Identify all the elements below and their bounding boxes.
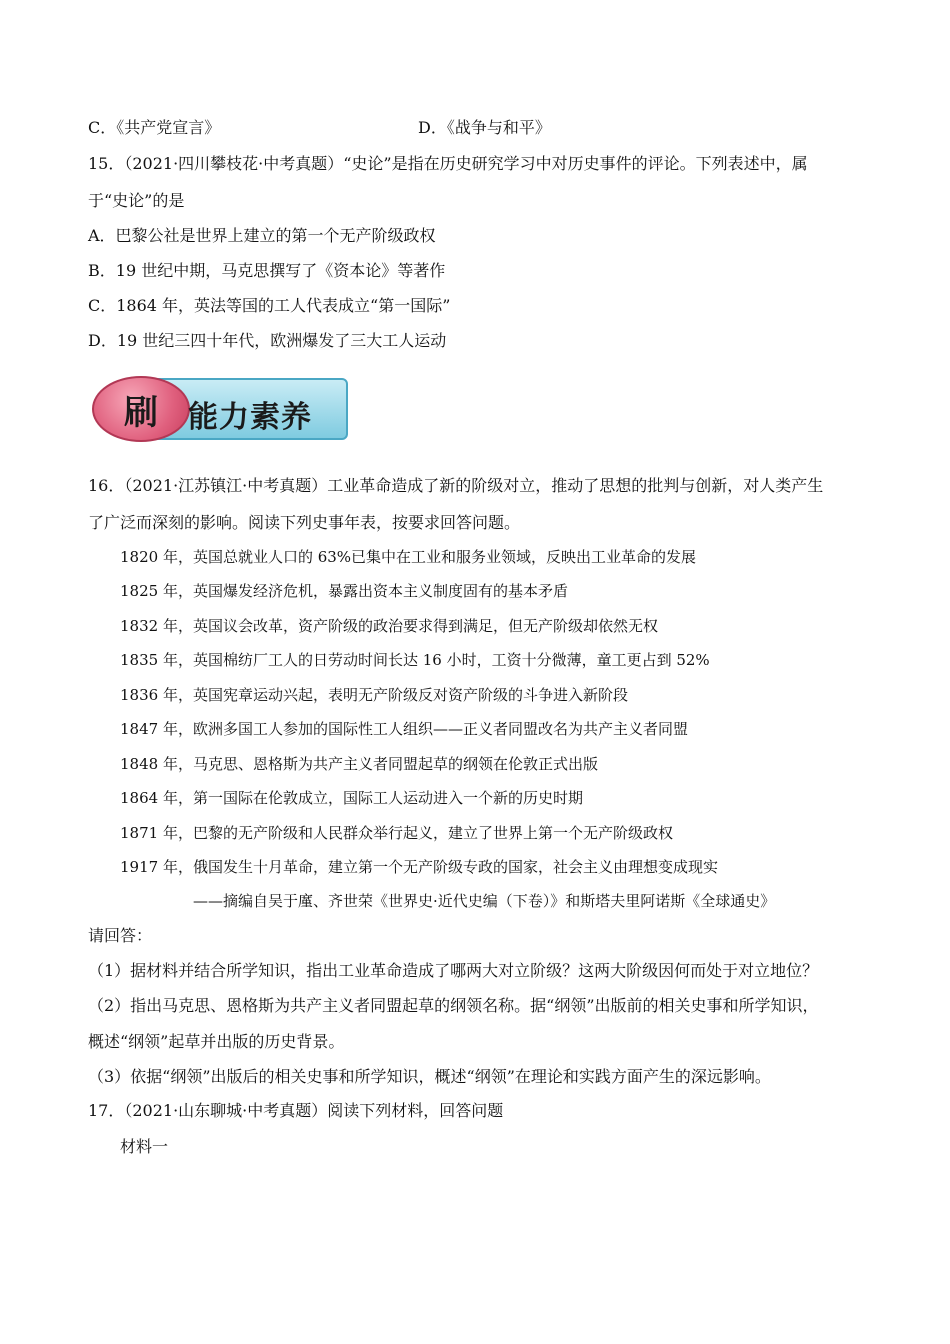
timeline-item: 1847 年，欧洲多国工人参加的国际性工人组织——正义者同盟改名为共产主义者同盟 — [120, 720, 688, 738]
q16-question-1: （1）据材料并结合所学知识，指出工业革命造成了哪两大对立阶级？这两大阶级因何而处于对立地位？ — [88, 961, 819, 980]
q16-stem-line1: 16．（2021·江苏镇江·中考真题）工业革命造成了新的阶级对立，推动了思想的批判与创新，对人类产生 — [88, 476, 824, 495]
q14-option-d: D．《战争与和平》 — [418, 118, 551, 137]
timeline-item: 1917 年，俄国发生十月革命，建立第一个无产阶级专政的国家，社会主义由理想变成现实 — [120, 858, 718, 876]
q15-option-a: A．巴黎公社是世界上建立的第一个无产阶级政权 — [88, 226, 436, 245]
timeline-item: 1832 年，英国议会改革，资产阶级的政治要求得到满足，但无产阶级却依然无权 — [120, 617, 658, 635]
banner-char: 刷 — [124, 392, 158, 433]
q17-stem: 17．（2021·山东聊城·中考真题）阅读下列材料，回答问题 — [88, 1101, 504, 1120]
q15-stem-line1: 15．（2021·四川攀枝花·中考真题）“史论”是指在历史研究学习中对历史事件的评论。下列表述中，属 — [88, 154, 808, 173]
timeline-item: 1825 年，英国爆发经济危机，暴露出资本主义制度固有的基本矛盾 — [120, 582, 568, 600]
q16-question-2-line2: 概述“纲领”起草并出版的历史背景。 — [88, 1032, 345, 1051]
timeline-item: 1864 年，第一国际在伦敦成立，国际工人运动进入一个新的历史时期 — [120, 789, 583, 807]
timeline-item: 1820 年，英国总就业人口的 63%已集中在工业和服务业领域，反映出工业革命的发展 — [120, 548, 697, 566]
timeline-item: 1871 年，巴黎的无产阶级和人民群众举行起义，建立了世界上第一个无产阶级政权 — [120, 824, 673, 842]
q15-option-d: D．19 世纪三四十年代，欧洲爆发了三大工人运动 — [88, 331, 447, 350]
q15-option-c: C．1864 年，英法等国的工人代表成立“第一国际” — [88, 296, 451, 315]
timeline-item: 1848 年，马克思、恩格斯为共产主义者同盟起草的纲领在伦敦正式出版 — [120, 755, 598, 773]
q14-option-c: C．《共产党宣言》 — [88, 118, 221, 137]
q16-question-3: （3）依据“纲领”出版后的相关史事和所学知识，概述“纲领”在理论和实践方面产生的深远影响。 — [88, 1067, 771, 1086]
timeline-item: 1835 年，英国棉纺厂工人的日劳动时间长达 16 小时，工资十分微薄，童工更占到 52% — [120, 651, 710, 669]
banner-badge — [92, 376, 190, 442]
q16-prompt: 请回答： — [88, 926, 153, 945]
banner-title: 能力素养 — [188, 400, 312, 435]
timeline-source: ——摘编自吴于廑、齐世荣《世界史·近代史编（下卷）》和斯塔夫里阿诺斯《全球通史》 — [193, 892, 776, 910]
q15-stem-line2: 于“史论”的是 — [88, 191, 185, 210]
section-banner — [92, 376, 350, 442]
q15-option-b: B．19 世纪中期，马克思撰写了《资本论》等著作 — [88, 261, 446, 280]
q16-stem-line2: 了广泛而深刻的影响。阅读下列史事年表，按要求回答问题。 — [88, 513, 521, 532]
q17-material-label: 材料一 — [120, 1137, 169, 1156]
q16-question-2-line1: （2）指出马克思、恩格斯为共产主义者同盟起草的纲领名称。据“纲领”出版前的相关史事和所学知识， — [88, 996, 819, 1015]
timeline-item: 1836 年，英国宪章运动兴起，表明无产阶级反对资产阶级的斗争进入新阶段 — [120, 686, 628, 704]
